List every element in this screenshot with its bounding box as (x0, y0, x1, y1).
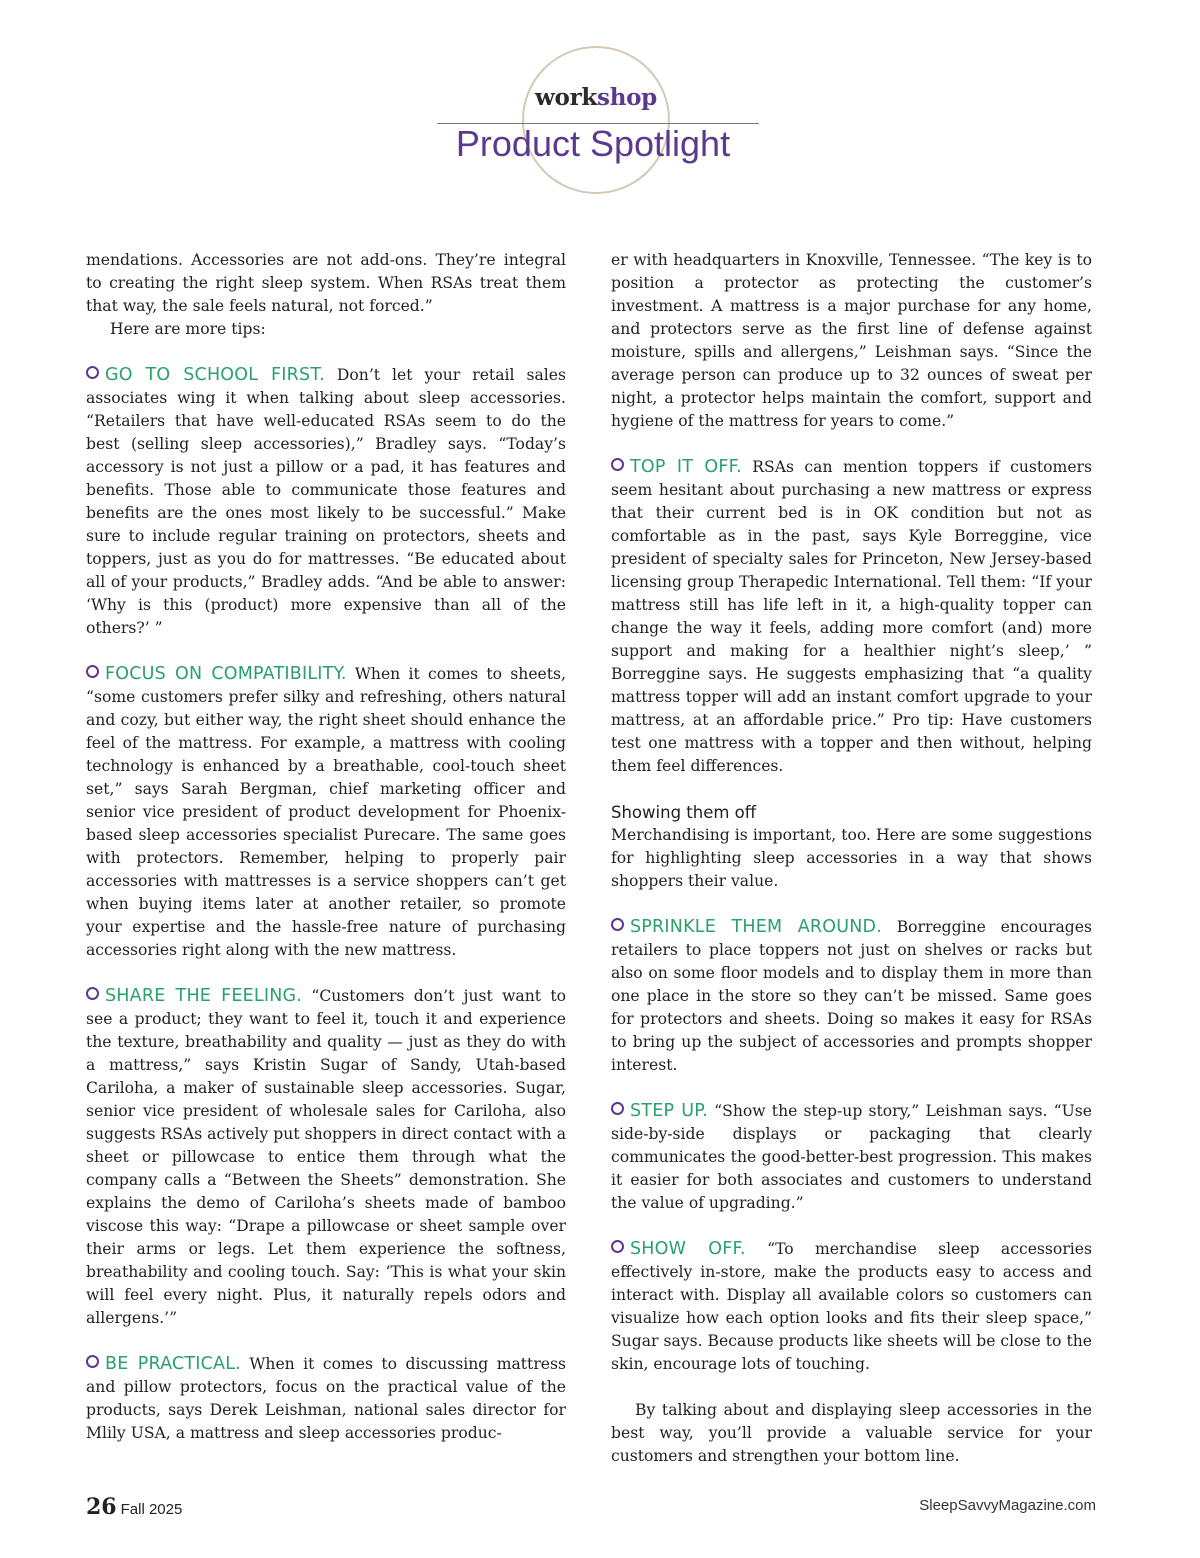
tip-heading: GO TO SCHOOL FIRST. (105, 365, 325, 385)
tip-sprinkle-them-around (611, 916, 1092, 1077)
right-column (611, 249, 1092, 1468)
tip-heading: STEP UP. (630, 1101, 708, 1121)
closing-paragraph: By talking about and displaying sleep accessories in the best way, you’ll provide a valuable service for your customers and strengthen your bottom line. (611, 1401, 1092, 1465)
left-column (86, 249, 566, 1445)
circle-bullet-icon (611, 918, 624, 931)
page-title: Product Spotlight (455, 123, 731, 164)
tip-body: Don’t let your retail sales associates wing it when talking about sleep accessories. “Retailers that have well-educated RSAs seem to do the best (selling sleep accessories),” Bradley says. “Today’s accessory is not just a pillow or a pad, it has features and benefits. Those able to communicate those features and benefits are the ones most likely to be successful.” Make sure to include regular training on protectors, sheets and toppers, just as you do for mattresses. “Be educated about all of your products,” Bradley adds. “And be able to answer: ‘Why is this (product) more expensive than all of the others?’ ” (86, 366, 566, 637)
tip-body: “Customers don’t just want to see a product; they want to feel it, touch it and experience the texture, breathability and quality — just as they do with a mattress,” says Kristin Sugar of Sandy, Utah-based Cariloha, a maker of sustainable sleep accessories. Sugar, senior vice president of wholesale sales for Cariloha, also suggests RSAs actively put shoppers in direct contact with a sheet or pillowcase to entice them through what the company calls a “Between the Sheets” demonstration. She explains the demo of Cariloha’s sheets made of bamboo viscose this way: “Drape a pillowcase or sheet sample over their arms or legs. Let them experience the softness, breathability and cooling touch. Say: ‘This is what your skin will feel every night. Plus, it naturally repels odors and allergens.’” (86, 987, 566, 1327)
tip-heading: SHOW OFF. (630, 1239, 746, 1259)
circle-bullet-icon (86, 665, 99, 678)
tip-body: Borreggine encourages retailers to place toppers not just on shelves or racks but also on some floor models and to display them in more than one place in the store so they can’t be missed. Same goes for protectors and sheets. Doing so makes it easy for RSAs to bring up the subject of accessories and prompts shopper interest. (611, 918, 1092, 1074)
tip-body: “To merchandise sleep accessories effectively in-store, make the products easy to access and interact with. Display all available colors so customers can visualize how each option looks and fits their sleep space,” Sugar says. Because products like sheets will be close to the skin, encourage lots of touching. (611, 1240, 1092, 1373)
continued-paragraph: er with headquarters in Knoxville, Tennessee. “The key is to position a protector as protecting the customer’s investment. A mattress is a major purchase for any home, and protectors serve as the first line of defense against moisture, spills and allergens,” Leishman says. “Since the average person can produce up to 32 ounces of sweat per night, a protector helps maintain the comfort, support and hygiene of the mattress for years to come.” (611, 251, 1092, 430)
issue-label: Fall 2025 (120, 1501, 183, 1518)
tip-show-off (611, 1238, 1092, 1376)
tip-heading: BE PRACTICAL. (105, 1354, 241, 1374)
tip-heading: FOCUS ON COMPATIBILITY. (105, 664, 347, 684)
circle-bullet-icon (86, 987, 99, 1000)
tip-body: RSAs can mention toppers if customers seem hesitant about purchasing a new mattress or express that their current bed is in OK condition but not as comfortable as in the past, says Kyle Borreggine, vice president of specialty sales for Princeton, New Jersey-based licensing group Therapedic International. Tell them: “If your mattress still has life left in it, a high-quality topper can change the way it feels, adding more comfort (and) more support and making for a healthier night’s sleep,’ ” Borreggine says. He suggests emphasizing that “a quality mattress topper will add an instant comfort upgrade to your mattress, at an affordable price.” Pro tip: Have customers test one mattress with a topper and then without, helping them feel differences. (611, 458, 1092, 775)
section-kicker (0, 84, 1192, 111)
tip-focus-on-compatibility (86, 663, 566, 962)
tip-heading: SPRINKLE THEM AROUND. (630, 917, 882, 937)
section-subhead: Showing them off (611, 803, 757, 822)
tip-be-practical (86, 1353, 566, 1445)
header-circle-ornament (522, 46, 670, 194)
intro-paragraph: mendations. Accessories are not add-ons. They’re integral to creating the right sleep system. When RSAs treat them that way, the sale feels natural, not forced.” (86, 251, 566, 315)
circle-bullet-icon (611, 1240, 624, 1253)
tip-share-the-feeling (86, 985, 566, 1330)
merchandising-section (611, 801, 1092, 893)
circle-bullet-icon (86, 1355, 99, 1368)
tip-body: When it comes to discussing mattress and pillow protectors, focus on the practical value of the products, says Derek Leishman, national sales director for Mlily USA, a mattress and sleep accessories produc- (86, 1355, 567, 1442)
tip-body: When it comes to sheets, “some customers prefer silky and refreshing, others natural and cozy, but either way, the right sheet should enhance the feel of the mattress. For example, a mattress with cooling technology is enhanced by a breathable, cool-touch sheet set,” says Sarah Bergman, chief marketing officer and senior vice president of product development for Phoenix-based sleep accessories specialist Purecare. The same goes with protectors. Remember, helping to properly pair accessories with mattresses is a service shoppers can’t get when buying items later at another retailer, so promote your expertise and the hassle-free nature of purchasing accessories right along with the new mattress. (86, 665, 566, 959)
tip-step-up (611, 1100, 1092, 1215)
page-number: 26 (86, 1494, 117, 1520)
footer-folio (86, 1494, 182, 1520)
tip-heading: TOP IT OFF. (630, 457, 742, 477)
tip-heading: SHARE THE FEELING. (105, 986, 303, 1006)
circle-bullet-icon (611, 1102, 624, 1115)
tip-top-it-off (611, 456, 1092, 778)
circle-bullet-icon (611, 458, 624, 471)
merchandising-intro: Merchandising is important, too. Here are some suggestions for highlighting sleep accessories in a way that shows shoppers their value. (611, 826, 1092, 890)
tip-go-to-school (86, 364, 566, 640)
footer-site: SleepSavvyMagazine.com (919, 1497, 1096, 1514)
section-header (0, 0, 1200, 200)
kicker-part-2: shop (597, 84, 657, 111)
kicker-part-1: work (535, 84, 598, 111)
circle-bullet-icon (86, 366, 99, 379)
tip-body: “Show the step-up story,” Leishman says. “Use side-by-side displays or packaging that clearly communicates the good-better-best progression. This makes it easier for both associates and customers to understand the value of upgrading.” (611, 1102, 1092, 1212)
tips-intro: Here are more tips: (110, 320, 266, 338)
